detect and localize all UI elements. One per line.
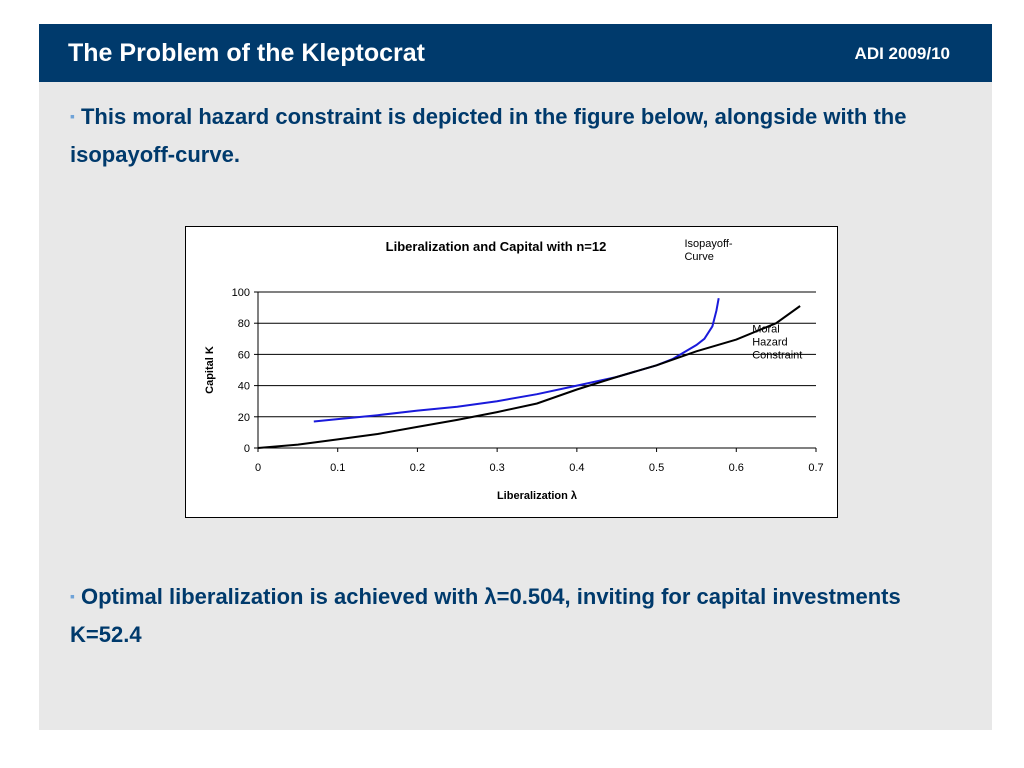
y-tick-label: 0 bbox=[243, 443, 250, 455]
x-tick-label: 0.3 bbox=[489, 462, 505, 474]
y-tick-label: 100 bbox=[231, 287, 250, 299]
x-tick-label: 0 bbox=[254, 462, 262, 474]
slide-title: The Problem of the Kleptocrat bbox=[68, 39, 425, 67]
bullet-2-text: Optimal liberalization is achieved with λ=0.504, inviting for capital investments K=52.4 bbox=[70, 584, 901, 647]
chart-title: Liberalization and Capital with n=12 bbox=[385, 239, 607, 254]
slide bbox=[39, 24, 992, 730]
annotation-line: Moral bbox=[752, 323, 780, 336]
x-tick-label: 0.2 bbox=[409, 462, 426, 474]
x-tick-label: 0.4 bbox=[569, 462, 585, 474]
annotation-line: Constraint bbox=[752, 349, 803, 362]
annotation-label bbox=[752, 324, 802, 362]
course-label: ADI 2009/10 bbox=[854, 44, 950, 63]
x-tick-label: 0.7 bbox=[808, 462, 824, 474]
annotation-line: Hazard bbox=[752, 336, 788, 349]
x-tick-label: 0.6 bbox=[728, 462, 744, 474]
bullet-1-text: This moral hazard constraint is depicted in the figure below, alongside with the isopayoff-curve. bbox=[70, 104, 907, 167]
annotation-line: Isopayoff- bbox=[684, 237, 733, 250]
x-tick-label: 0.1 bbox=[330, 462, 346, 474]
series-line-moral-hazard bbox=[258, 306, 803, 448]
chart-svg bbox=[186, 227, 837, 517]
x-tick-label: 0.5 bbox=[648, 462, 665, 474]
header-bar bbox=[39, 24, 992, 82]
series-line-isopayoff bbox=[314, 298, 719, 421]
y-tick-label: 60 bbox=[237, 349, 250, 362]
y-axis-label: Capital K bbox=[204, 346, 216, 394]
annotation-label bbox=[684, 238, 732, 263]
y-tick-label: 80 bbox=[237, 318, 250, 331]
bullet-2 bbox=[70, 577, 960, 654]
y-tick-label: 40 bbox=[237, 380, 250, 393]
bullet-marker-icon: ▪ bbox=[70, 588, 75, 604]
y-tick-label: 20 bbox=[237, 411, 250, 424]
bullet-marker-icon: ▪ bbox=[70, 108, 75, 124]
x-axis-label: Liberalization λ bbox=[496, 490, 578, 502]
annotation-line: Curve bbox=[684, 250, 714, 263]
bullet-1 bbox=[70, 97, 960, 174]
chart bbox=[185, 226, 838, 518]
